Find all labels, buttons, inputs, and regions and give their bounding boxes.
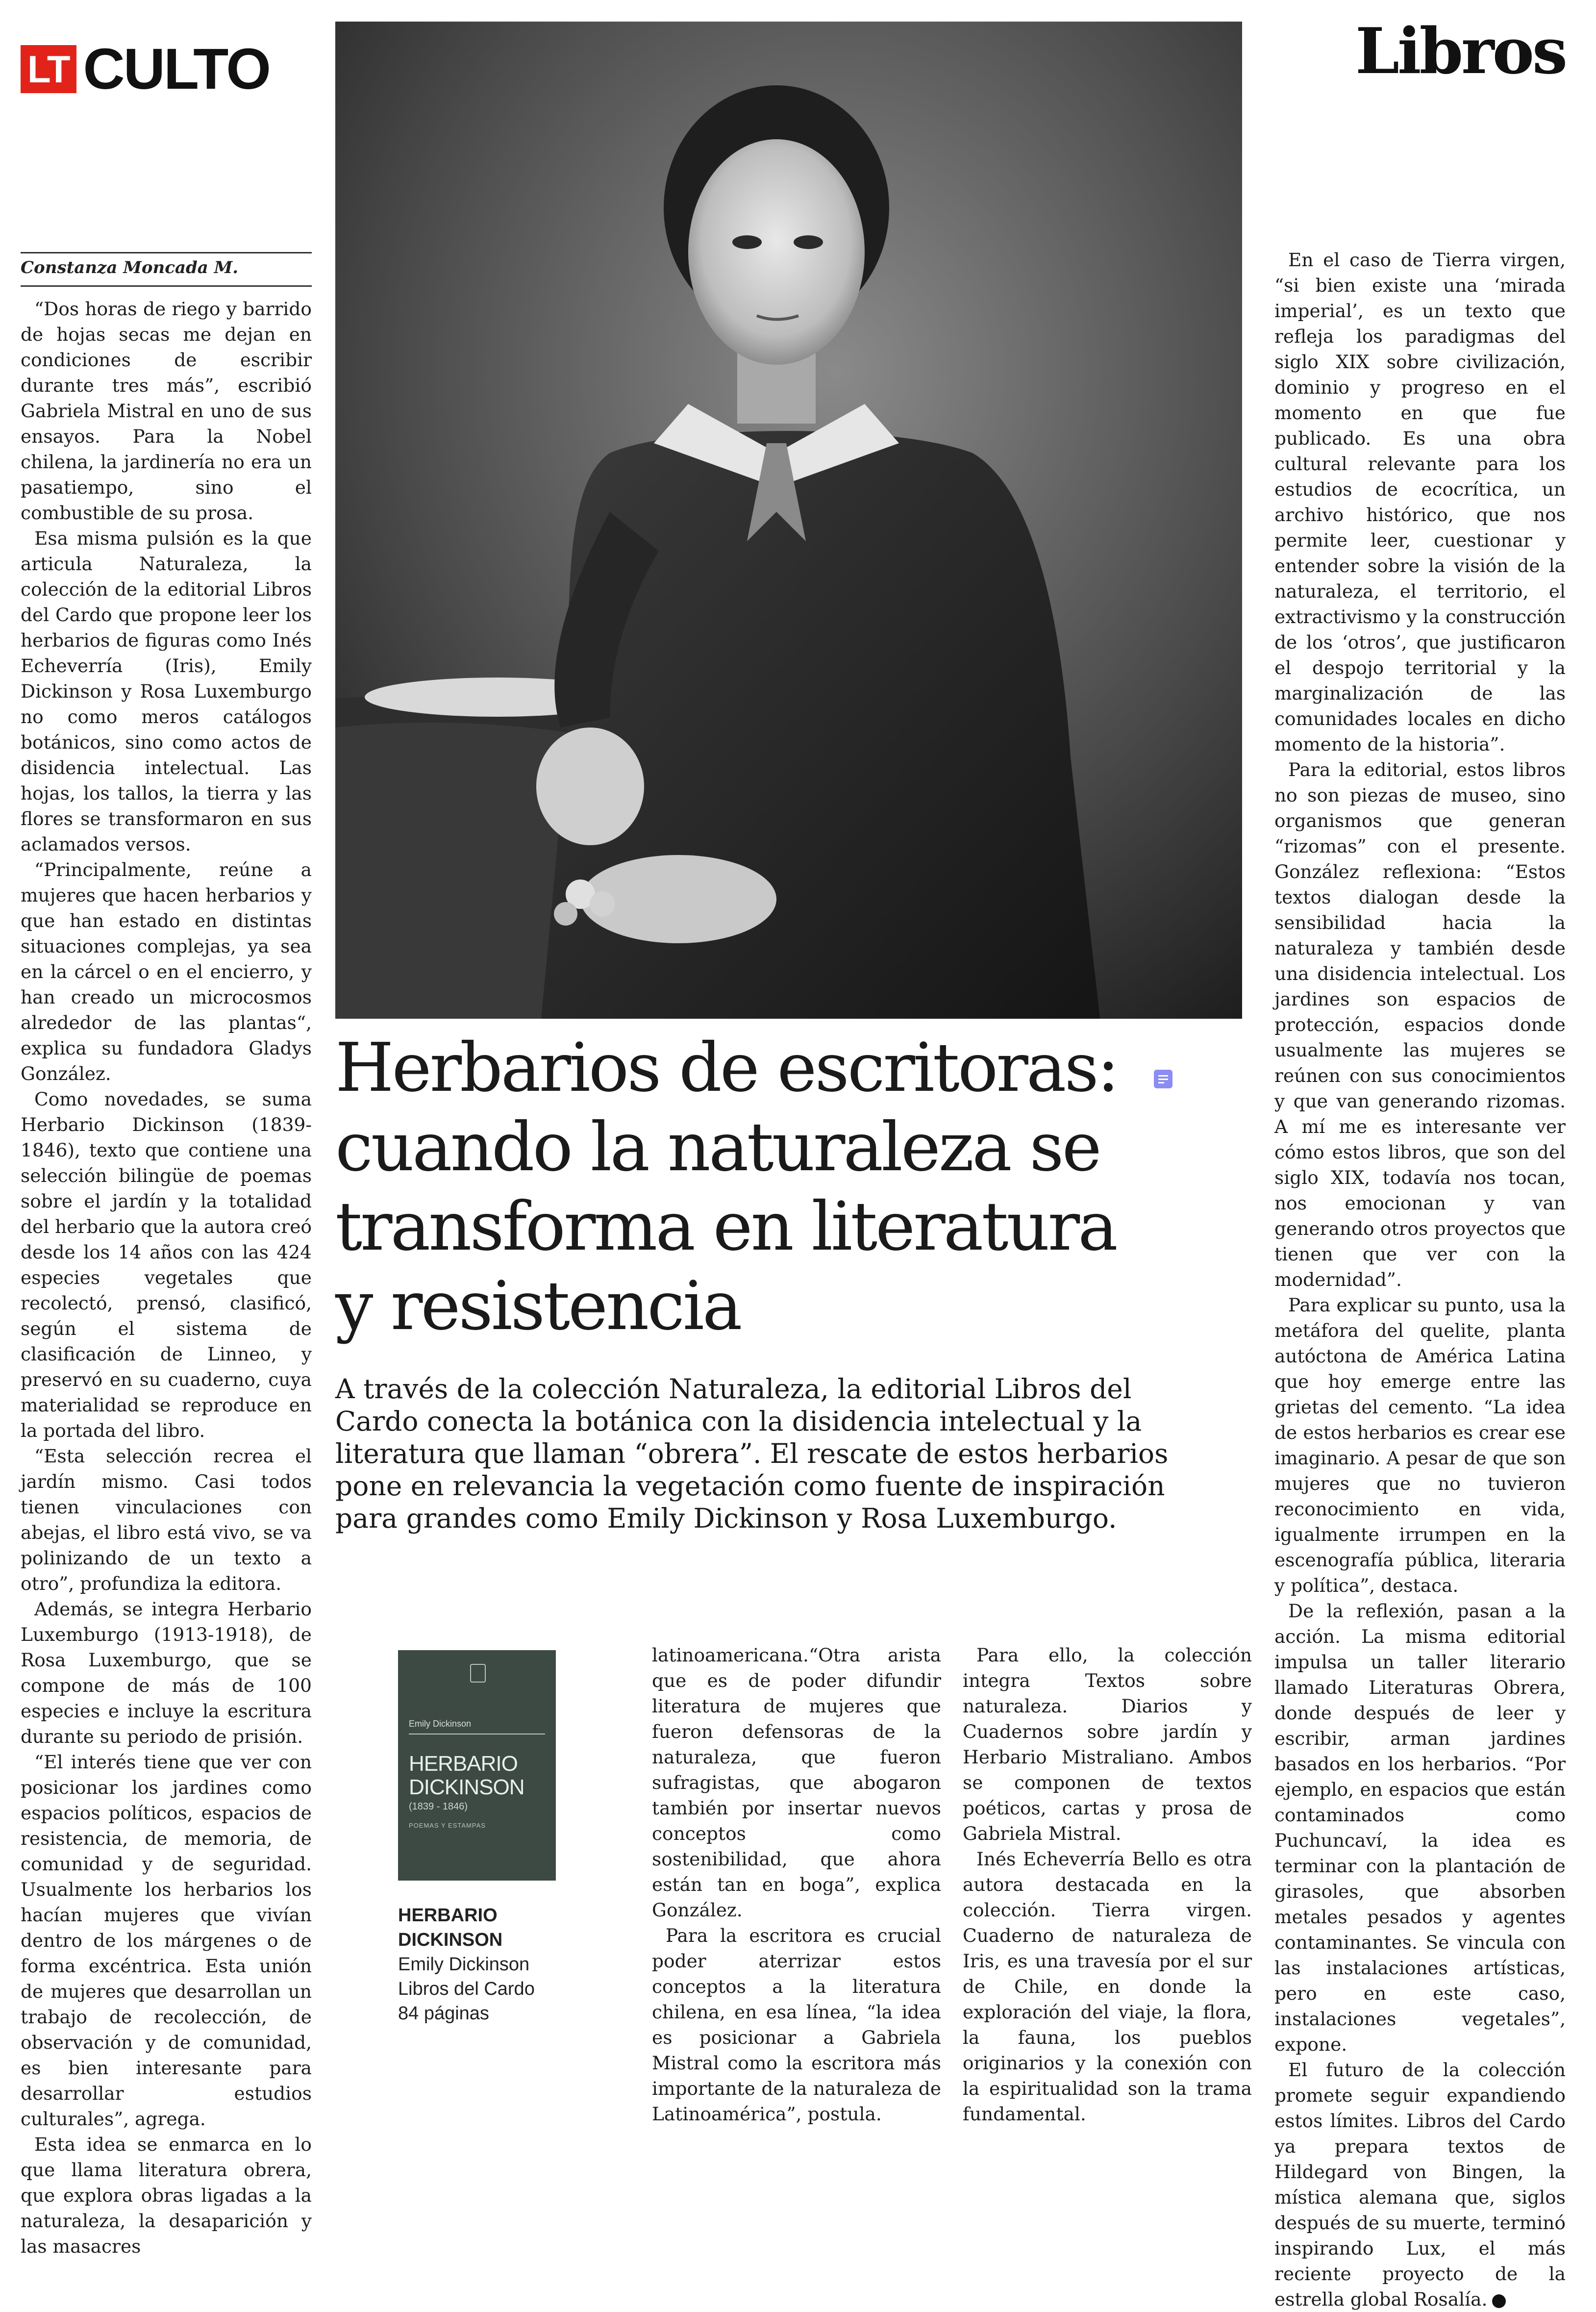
body-column-3 <box>963 1642 1252 2127</box>
logo-abbrev: LT <box>21 45 76 93</box>
book-cover <box>398 1650 556 1881</box>
body-column-1 <box>21 296 312 2259</box>
byline-rule-top <box>21 252 312 253</box>
cover-title: HERBARIO DICKINSON <box>409 1752 524 1799</box>
caption-publisher: Libros del Cardo <box>398 1979 535 1999</box>
paragraph: En el caso de Tierra virgen, “si bien existe una ‘mirada imperial’, es un texto que refleja los paradigmas del siglo XIX sobre civilización, dominio y progreso en el momento en que fue publicado. Es una obra cultural relevante para los estudios de ecocrítica, un archivo histórico, que nos permite leer, cuestionar y entender sobre la visión de la naturaleza, el territorio, el extractivismo y la construcción de los ‘otros’, que justificaron el despojo territorial y la marginalización de las comunidades locales en dicho momento de la historia”. <box>1274 249 1566 755</box>
logo-text: CULTO <box>83 37 270 101</box>
paragraph: Para ello, la colección integra Textos sobre naturaleza. Diarios y Cuadernos sobre jardín y Herbario Mistraliano. Ambos se componen de textos poéticos, cartas y prosa de Gabriela Mistral. <box>963 1644 1252 1844</box>
paragraph: latinoamericana.“Otra arista que es de poder difundir literatura de mujeres que fueron defensoras de la naturaleza, que fueron sufragistas, que abogaron también por insertar nuevos conceptos como sostenibilidad, que ahora están tan en boga”, explica González. <box>652 1644 941 1921</box>
paragraph: “Dos horas de riego y barrido de hojas secas me dejan en condiciones de escribir durante tres más”, escribió Gabriela Mistral en uno de sus ensayos. Para la Nobel chilena, la jardinería no era un pasatiempo, sino el combustible de su prosa. <box>21 298 312 524</box>
paragraph: Además, se integra Herbario Luxemburgo (1913-1918), de Rosa Luxemburgo, que se compone de más de 100 especies e incluye la escritura durante su periodo de prisión. <box>21 1598 312 1747</box>
paragraph: El futuro de la colección promete seguir expandiendo estos límites. Libros del Cardo ya prepara textos de Hildegard von Bingen, la mística alemana que, siglos después de su muerte, terminó inspirando Lux, el más reciente proyecto de la estrella global Rosalía. <box>1274 2059 1566 2310</box>
paragraph: “Esta selección recrea el jardín mismo. Casi todos tienen vinculaciones con abejas, el libro está vivo, se va polinizando de un texto a otro”, profundiza la editora. <box>21 1445 312 1594</box>
caption-author: Emily Dickinson <box>398 1954 530 1975</box>
portrait-photo <box>335 22 1242 1019</box>
byline-rule-bottom <box>21 285 312 287</box>
paragraph: Esa misma pulsión es la que articula Naturaleza, la colección de la editorial Libros del Cardo que propone leer los herbarios de figuras como Inés Echeverría (Iris), Emily Dickinson y Rosa Luxemburgo no como meros catálogos botánicos, sino como actos de disidencia intelectual. Las hojas, los tallos, la tierra y las flores se transformaron en sus aclamados versos. <box>21 528 312 855</box>
body-column-2 <box>652 1642 941 2127</box>
cover-author: Emily Dickinson <box>409 1719 472 1729</box>
comment-icon[interactable] <box>1154 1070 1172 1088</box>
paragraph: Esta idea se enmarca en lo que llama literatura obrera, que explora obras ligadas a la naturaleza, la desaparición y las masacres <box>21 2134 312 2257</box>
paragraph: Para la editorial, estos libros no son piezas de museo, sino organismos que generan “rizomas” con el presente. González reflexiona: “Estos textos dialogan desde la sensibilidad hacia la naturaleza y también desde una disidencia intelectual. Los jardines son espacios de protección, espacios donde usualmente las mujeres se reúnen con sus conocimientos y que van generando rizomas. A mí me es interesante ver cómo estos libros, que son del siglo XIX, todavía nos tocan, nos emocionan y van generando otros proyectos que tienen que ver con la modernidad”. <box>1274 759 1566 1290</box>
paragraph: “El interés tiene que ver con posicionar los jardines como espacios políticos, espacios de resistencia, de memoria, de comunidad y de seguridad. Usualmente los herbarios los hacían mujeres que vivían dentro de los márgenes o de forma excéntrica. Esta unión de mujeres que desarrollan un trabajo de recolección, de observación y de comunidad, es bien interesante para desarrollar estudios culturales”, agrega. <box>21 1751 312 2130</box>
caption-pages: 84 páginas <box>398 2003 489 2024</box>
publisher-emblem-icon <box>470 1664 486 1683</box>
paragraph: “Principalmente, reúne a mujeres que hacen herbarios y que han estado en distintas situaciones complejas, ya sea en la cárcel o en el encierro, y han creado un microcosmos alrededor de las plantas“, explica su fundadora Gladys González. <box>21 859 312 1084</box>
paragraph: De la reflexión, pasan a la acción. La misma editorial impulsa un taller literario llamado Literaturas Obrera, donde después de leer y escribir, arman jardines basados en los herbarios. “Por ejemplo, en espacios que están contaminados como Puchuncaví, la idea es terminar con la plantación de girasoles, que absorben metales pesados y agentes contaminantes. Se vincula con las instalaciones artísticas, pero en este caso, instalaciones vegetales”, expone. <box>1274 1600 1566 2055</box>
cover-subtitle: POEMAS Y ESTAMPAS <box>409 1822 486 1829</box>
section-title: Libros <box>1355 15 1566 88</box>
masthead-logo <box>21 37 270 101</box>
body-column-4 <box>1274 247 1566 2312</box>
last-paragraph <box>1274 2057 1566 2312</box>
paragraph: Inés Echeverría Bello es otra autora destacada en la colección. Tierra virgen. Cuaderno de naturaleza de Iris, es una travesía por el sur de Chile, en donde la exploración del viaje, la flora, la fauna, los pueblos originarios y la conexión con la espiritualidad son la trama fundamental. <box>963 1848 1252 2125</box>
book-caption <box>398 1903 565 2026</box>
caption-title: HERBARIO DICKINSON <box>398 1905 503 1950</box>
byline: Constanza Moncada M. <box>21 258 239 277</box>
article-deck: A través de la colección Naturaleza, la editorial Libros del Cardo conecta la botánica con la disidencia intelectual y la literatura que llaman “obrera”. El rescate de estos herbarios pone en relevancia la vegetación como fuente de inspiración para grandes como Emily Dickinson y Rosa Luxemburgo. <box>335 1373 1169 1534</box>
headline: Herbarios de escritoras: cuando la naturaleza se transforma en literatura y resistencia <box>335 1029 1118 1345</box>
paragraph: Para explicar su punto, usa la metáfora del quelite, planta autóctona de América Latina que hoy emerge entre las grietas del cemento. “La idea de estos herbarios es crear ese imaginario. A pesar de que son mujeres que no tuvieron reconocimiento en vida, igualmente irrumpen en la escenografía pública, literaria y política”, destaca. <box>1274 1294 1566 1596</box>
end-mark-icon <box>1492 2294 1506 2308</box>
paragraph: Para la escritora es crucial poder aterrizar estos conceptos a la literatura chilena, en esa línea, “la idea es posicionar a Gabriela Mistral como la escritora más importante de la naturaleza de Latinoamérica”, postula. <box>652 1925 941 2125</box>
cover-dates: (1839 - 1846) <box>409 1801 468 1812</box>
paragraph: Como novedades, se suma Herbario Dickinson (1839-1846), texto que contiene una selección bilingüe de poemas sobre el jardín y la totalidad del herbario que la autora creó desde los 14 años con las 424 especies vegetales que recolectó, prensó, clasificó, según el sistema de clasificación de Linneo, y preservó en su cuaderno, cuya materialidad se reproduce en la portada del libro. <box>21 1088 312 1441</box>
